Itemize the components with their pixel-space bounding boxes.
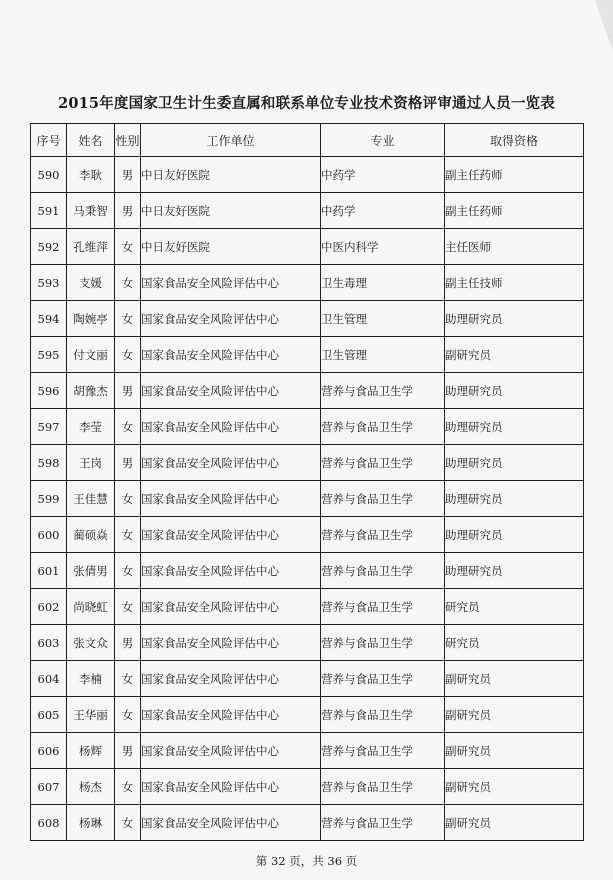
table-row (31, 445, 584, 481)
row-major: 营养与食品卫生学 (321, 553, 445, 589)
row-qualification: 研究员 (445, 589, 584, 625)
row-gender: 女 (115, 409, 141, 445)
table-body (31, 157, 584, 841)
row-name: 王岗 (67, 445, 115, 481)
row-name: 王佳慧 (67, 481, 115, 517)
row-qualification: 副研究员 (445, 337, 584, 373)
row-work-unit: 国家食品安全风险评估中心 (141, 733, 321, 769)
header-work-unit: 工作单位 (141, 124, 321, 157)
row-qualification: 助理研究员 (445, 409, 584, 445)
row-index: 605 (31, 697, 67, 733)
row-index: 592 (31, 229, 67, 265)
row-major: 中医内科学 (321, 229, 445, 265)
row-name: 李莹 (67, 409, 115, 445)
row-work-unit: 国家食品安全风险评估中心 (141, 553, 321, 589)
row-work-unit: 国家食品安全风险评估中心 (141, 769, 321, 805)
roster-table (30, 123, 584, 841)
row-name: 杨辉 (67, 733, 115, 769)
table-header-row (31, 124, 584, 157)
row-major: 营养与食品卫生学 (321, 517, 445, 553)
row-name: 马秉智 (67, 193, 115, 229)
row-gender: 女 (115, 229, 141, 265)
row-work-unit: 国家食品安全风险评估中心 (141, 301, 321, 337)
row-gender: 女 (115, 517, 141, 553)
table-row (31, 373, 584, 409)
table-row (31, 769, 584, 805)
document-title: 2015年度国家卫生计生委直属和联系单位专业技术资格评审通过人员一览表 (58, 95, 555, 112)
header-name: 姓名 (67, 124, 115, 157)
row-work-unit: 国家食品安全风险评估中心 (141, 661, 321, 697)
row-work-unit: 国家食品安全风险评估中心 (141, 625, 321, 661)
table-row (31, 409, 584, 445)
row-index: 594 (31, 301, 67, 337)
row-name: 李耿 (67, 157, 115, 193)
row-gender: 男 (115, 733, 141, 769)
row-qualification: 助理研究员 (445, 517, 584, 553)
row-index: 590 (31, 157, 67, 193)
row-qualification: 助理研究员 (445, 481, 584, 517)
row-qualification: 副主任药师 (445, 157, 584, 193)
row-gender: 男 (115, 193, 141, 229)
row-gender: 女 (115, 553, 141, 589)
row-name: 支媛 (67, 265, 115, 301)
row-name: 王华丽 (67, 697, 115, 733)
row-name: 李楠 (67, 661, 115, 697)
table-row (31, 229, 584, 265)
table-row (31, 517, 584, 553)
table-row (31, 805, 584, 841)
row-work-unit: 中日友好医院 (141, 157, 321, 193)
row-index: 606 (31, 733, 67, 769)
row-qualification: 副研究员 (445, 697, 584, 733)
row-index: 591 (31, 193, 67, 229)
table-row (31, 265, 584, 301)
row-gender: 男 (115, 625, 141, 661)
row-major: 卫生管理 (321, 301, 445, 337)
row-qualification: 助理研究员 (445, 301, 584, 337)
row-name: 张倩男 (67, 553, 115, 589)
row-index: 603 (31, 625, 67, 661)
row-qualification: 副研究员 (445, 769, 584, 805)
row-major: 营养与食品卫生学 (321, 409, 445, 445)
row-index: 593 (31, 265, 67, 301)
table-row (31, 697, 584, 733)
row-qualification: 助理研究员 (445, 373, 584, 409)
row-major: 营养与食品卫生学 (321, 589, 445, 625)
row-major: 中药学 (321, 157, 445, 193)
row-index: 597 (31, 409, 67, 445)
header-major: 专业 (321, 124, 445, 157)
row-name: 蔺硕焱 (67, 517, 115, 553)
table-row (31, 661, 584, 697)
row-gender: 女 (115, 805, 141, 841)
row-gender: 女 (115, 265, 141, 301)
row-gender: 男 (115, 157, 141, 193)
row-name: 杨杰 (67, 769, 115, 805)
row-qualification: 副主任技师 (445, 265, 584, 301)
row-name: 尚晓虹 (67, 589, 115, 625)
row-qualification: 副研究员 (445, 733, 584, 769)
row-name: 陶婉亭 (67, 301, 115, 337)
row-gender: 男 (115, 373, 141, 409)
row-major: 营养与食品卫生学 (321, 661, 445, 697)
table-row (31, 589, 584, 625)
row-name: 杨琳 (67, 805, 115, 841)
row-work-unit: 国家食品安全风险评估中心 (141, 481, 321, 517)
row-name: 付文丽 (67, 337, 115, 373)
row-work-unit: 中日友好医院 (141, 229, 321, 265)
row-qualification: 副主任药师 (445, 193, 584, 229)
row-major: 卫生毒理 (321, 265, 445, 301)
row-gender: 女 (115, 337, 141, 373)
row-gender: 女 (115, 697, 141, 733)
row-work-unit: 国家食品安全风险评估中心 (141, 373, 321, 409)
row-name: 张文众 (67, 625, 115, 661)
page-footer: 第 32 页，共 36 页 (255, 854, 358, 868)
row-gender: 男 (115, 445, 141, 481)
table-row (31, 193, 584, 229)
row-work-unit: 国家食品安全风险评估中心 (141, 697, 321, 733)
row-index: 599 (31, 481, 67, 517)
row-major: 营养与食品卫生学 (321, 445, 445, 481)
row-major: 营养与食品卫生学 (321, 697, 445, 733)
row-work-unit: 国家食品安全风险评估中心 (141, 589, 321, 625)
header-index: 序号 (31, 124, 67, 157)
row-major: 营养与食品卫生学 (321, 805, 445, 841)
table-row (31, 553, 584, 589)
row-index: 600 (31, 517, 67, 553)
row-index: 601 (31, 553, 67, 589)
table-row (31, 157, 584, 193)
table-row (31, 301, 584, 337)
row-qualification: 助理研究员 (445, 553, 584, 589)
header-qualification: 取得资格 (445, 124, 584, 157)
row-major: 卫生管理 (321, 337, 445, 373)
row-qualification: 主任医师 (445, 229, 584, 265)
row-work-unit: 国家食品安全风险评估中心 (141, 265, 321, 301)
row-qualification: 研究员 (445, 625, 584, 661)
table-row (31, 481, 584, 517)
header-gender: 性别 (115, 124, 141, 157)
row-index: 598 (31, 445, 67, 481)
row-name: 胡豫杰 (67, 373, 115, 409)
row-qualification: 副研究员 (445, 661, 584, 697)
row-gender: 女 (115, 301, 141, 337)
table-row (31, 733, 584, 769)
row-work-unit: 国家食品安全风险评估中心 (141, 517, 321, 553)
row-work-unit: 中日友好医院 (141, 193, 321, 229)
page-corner-fold (595, 0, 613, 52)
row-major: 营养与食品卫生学 (321, 769, 445, 805)
table-row (31, 625, 584, 661)
row-major: 营养与食品卫生学 (321, 733, 445, 769)
row-qualification: 助理研究员 (445, 445, 584, 481)
row-index: 602 (31, 589, 67, 625)
row-index: 596 (31, 373, 67, 409)
row-gender: 女 (115, 769, 141, 805)
row-major: 营养与食品卫生学 (321, 373, 445, 409)
row-gender: 女 (115, 661, 141, 697)
row-gender: 女 (115, 589, 141, 625)
row-gender: 女 (115, 481, 141, 517)
row-major: 中药学 (321, 193, 445, 229)
row-work-unit: 国家食品安全风险评估中心 (141, 445, 321, 481)
row-index: 608 (31, 805, 67, 841)
row-work-unit: 国家食品安全风险评估中心 (141, 409, 321, 445)
row-major: 营养与食品卫生学 (321, 625, 445, 661)
row-work-unit: 国家食品安全风险评估中心 (141, 337, 321, 373)
row-index: 607 (31, 769, 67, 805)
table-row (31, 337, 584, 373)
row-work-unit: 国家食品安全风险评估中心 (141, 805, 321, 841)
row-qualification: 副研究员 (445, 805, 584, 841)
row-name: 孔维萍 (67, 229, 115, 265)
row-index: 595 (31, 337, 67, 373)
row-major: 营养与食品卫生学 (321, 481, 445, 517)
row-index: 604 (31, 661, 67, 697)
